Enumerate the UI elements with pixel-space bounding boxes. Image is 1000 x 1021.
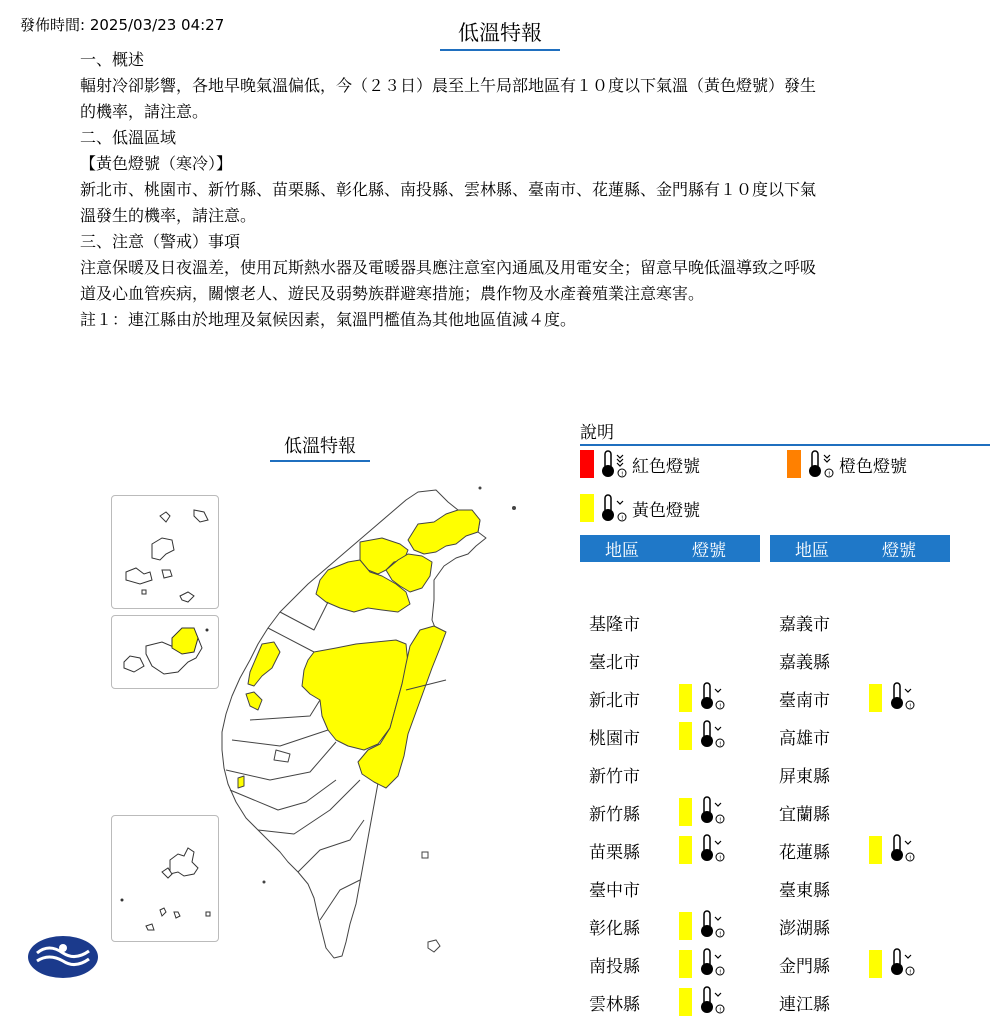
yellow-signal-bar	[679, 722, 692, 750]
signal-cell	[679, 681, 726, 716]
region-name: 新竹縣	[589, 804, 640, 825]
legend-label: 橙色燈號	[839, 456, 907, 477]
yellow-signal-bar	[869, 684, 882, 712]
table-row	[770, 603, 950, 641]
table-row	[580, 793, 760, 831]
kinmen-islands	[112, 616, 218, 688]
region-name: 臺東縣	[779, 880, 830, 901]
signal-cell	[679, 833, 726, 868]
table-row	[770, 679, 950, 717]
region-name: 基隆市	[589, 614, 640, 635]
table-row	[770, 717, 950, 755]
table-row	[770, 945, 950, 983]
bulletin-text	[80, 47, 920, 333]
table-row	[770, 907, 950, 945]
col-region: 地區	[795, 541, 829, 561]
col-region: 地區	[605, 541, 639, 561]
region-name: 高雄市	[779, 728, 830, 749]
svg-text:!: !	[828, 471, 831, 478]
thermometer-cold-icon	[698, 681, 726, 716]
yellow-signal-bar	[679, 988, 692, 1016]
bulletin-line: 【黃色燈號（寒冷）】	[80, 154, 233, 173]
legend-swatch	[787, 450, 801, 478]
region-name: 嘉義市	[779, 614, 830, 635]
signal-cell	[679, 909, 726, 944]
legend-swatch	[580, 450, 594, 478]
signal-cell	[869, 833, 916, 868]
thermometer-cold-icon	[598, 449, 628, 479]
bulletin-line: 一、概述	[80, 50, 145, 69]
table-row	[770, 793, 950, 831]
bulletin-line: 新北市、桃園市、新竹縣、苗栗縣、彰化縣、南投縣、雲林縣、臺南市、花蓮縣、金門縣有１０度以下氣	[80, 180, 817, 199]
table-row	[770, 755, 950, 793]
map-title: 低溫特報	[270, 432, 370, 462]
svg-text:!: !	[909, 702, 912, 710]
svg-text:!: !	[719, 854, 722, 862]
taiwan-main-island	[210, 480, 530, 990]
thermometer-cold-icon	[888, 947, 916, 982]
svg-text:!: !	[719, 1006, 722, 1014]
warning-map	[100, 420, 560, 1000]
table-row	[770, 641, 950, 679]
table-row	[580, 945, 760, 983]
yellow-signal-bar	[869, 836, 882, 864]
yellow-signal-bar	[679, 836, 692, 864]
region-name: 桃園市	[589, 728, 640, 749]
legend-label: 黃色燈號	[632, 500, 700, 521]
col-signal: 燈號	[882, 541, 916, 561]
signal-cell	[679, 795, 726, 830]
yellow-signal-bar	[679, 798, 692, 826]
region-name: 澎湖縣	[779, 918, 830, 939]
region-name: 新竹市	[589, 766, 640, 787]
svg-text:!: !	[719, 740, 722, 748]
table-row	[580, 717, 760, 755]
region-name: 南投縣	[589, 956, 640, 977]
table-body	[770, 562, 950, 1021]
svg-text:!: !	[719, 930, 722, 938]
region-name: 金門縣	[779, 956, 830, 977]
table-row	[580, 679, 760, 717]
cwa-logo	[27, 935, 99, 979]
thermometer-cold-icon	[698, 947, 726, 982]
bulletin-line: 道及心血管疾病，關懷老人、遊民及弱勢族群避寒措施；農作物及水產養殖業注意寒害。	[80, 284, 705, 303]
svg-text:!: !	[909, 854, 912, 862]
signal-cell	[869, 947, 916, 982]
table-row	[770, 983, 950, 1021]
legend-item-orange	[787, 449, 907, 479]
region-name: 花蓮縣	[779, 842, 830, 863]
thermometer-cold-icon	[698, 985, 726, 1020]
region-name: 新北市	[589, 690, 640, 711]
svg-text:!: !	[719, 816, 722, 824]
yellow-signal-bar	[679, 684, 692, 712]
table-header	[770, 535, 950, 562]
legend-swatch	[580, 494, 594, 522]
bulletin-line: 溫發生的機率，請注意。	[80, 206, 257, 225]
signal-table-right	[770, 535, 950, 1021]
region-name: 嘉義縣	[779, 652, 830, 673]
page-title: 低溫特報	[440, 17, 560, 51]
thermometer-cold-icon	[698, 795, 726, 830]
issue-time: 發佈時間: 2025/03/23 04:27	[20, 16, 225, 34]
yellow-signal-bar	[679, 912, 692, 940]
table-header	[580, 535, 760, 562]
region-name: 宜蘭縣	[779, 804, 830, 825]
region-name: 苗栗縣	[589, 842, 640, 863]
table-row	[580, 869, 760, 907]
yellow-signal-bar	[869, 950, 882, 978]
table-row	[770, 831, 950, 869]
region-name: 屏東縣	[779, 766, 830, 787]
bulletin-line: 三、注意（警戒）事項	[80, 232, 241, 251]
svg-text:!: !	[621, 515, 624, 522]
yellow-signal-bar	[679, 950, 692, 978]
table-body	[580, 562, 760, 1021]
table-row	[580, 641, 760, 679]
legend-item-red	[580, 449, 700, 479]
thermometer-cold-icon	[888, 681, 916, 716]
table-row	[580, 603, 760, 641]
region-name: 雲林縣	[589, 994, 640, 1015]
thermometer-cold-icon	[598, 493, 628, 523]
inset-matsu	[111, 495, 219, 609]
region-name: 彰化縣	[589, 918, 640, 939]
table-row	[580, 907, 760, 945]
thermometer-cold-icon	[888, 833, 916, 868]
thermometer-cold-icon	[698, 833, 726, 868]
signal-cell	[679, 985, 726, 1020]
table-row	[770, 869, 950, 907]
legend-label: 紅色燈號	[632, 456, 700, 477]
inset-kinmen	[111, 615, 219, 689]
bulletin-line: 註１：連江縣由於地理及氣候因素，氣溫門檻值為其他地區值減４度。	[80, 310, 577, 329]
svg-text:!: !	[719, 968, 722, 976]
matsu-islands	[112, 496, 218, 608]
bulletin-line: 注意保暖及日夜溫差，使用瓦斯熱水器及電暖器具應注意室內通風及用電安全；留意早晚低溫導致之呼吸	[80, 258, 817, 277]
thermometer-cold-icon	[698, 909, 726, 944]
col-signal: 燈號	[692, 541, 726, 561]
svg-text:!: !	[909, 968, 912, 976]
signal-cell	[679, 947, 726, 982]
table-row	[580, 983, 760, 1021]
thermometer-cold-icon	[698, 719, 726, 754]
signal-cell	[679, 719, 726, 754]
signal-table-left	[580, 535, 760, 1021]
inset-penghu	[111, 815, 219, 942]
table-row	[580, 831, 760, 869]
bulletin-line: 輻射冷卻影響，各地早晚氣溫偏低，今（２３日）晨至上午局部地區有１０度以下氣溫（黃色燈號）發生	[80, 76, 817, 95]
region-name: 臺南市	[779, 690, 830, 711]
svg-text:!: !	[621, 471, 624, 478]
bulletin-line: 的機率，請注意。	[80, 102, 209, 121]
legend-item-yellow	[580, 493, 700, 523]
bulletin-line: 二、低溫區域	[80, 128, 177, 147]
thermometer-cold-icon	[805, 449, 835, 479]
signal-cell	[869, 681, 916, 716]
table-row	[580, 755, 760, 793]
legend-header: 說明	[580, 418, 990, 446]
region-name: 臺北市	[589, 652, 640, 673]
region-name: 連江縣	[779, 994, 830, 1015]
region-name: 臺中市	[589, 880, 640, 901]
penghu-islands	[112, 816, 218, 941]
svg-text:!: !	[719, 702, 722, 710]
